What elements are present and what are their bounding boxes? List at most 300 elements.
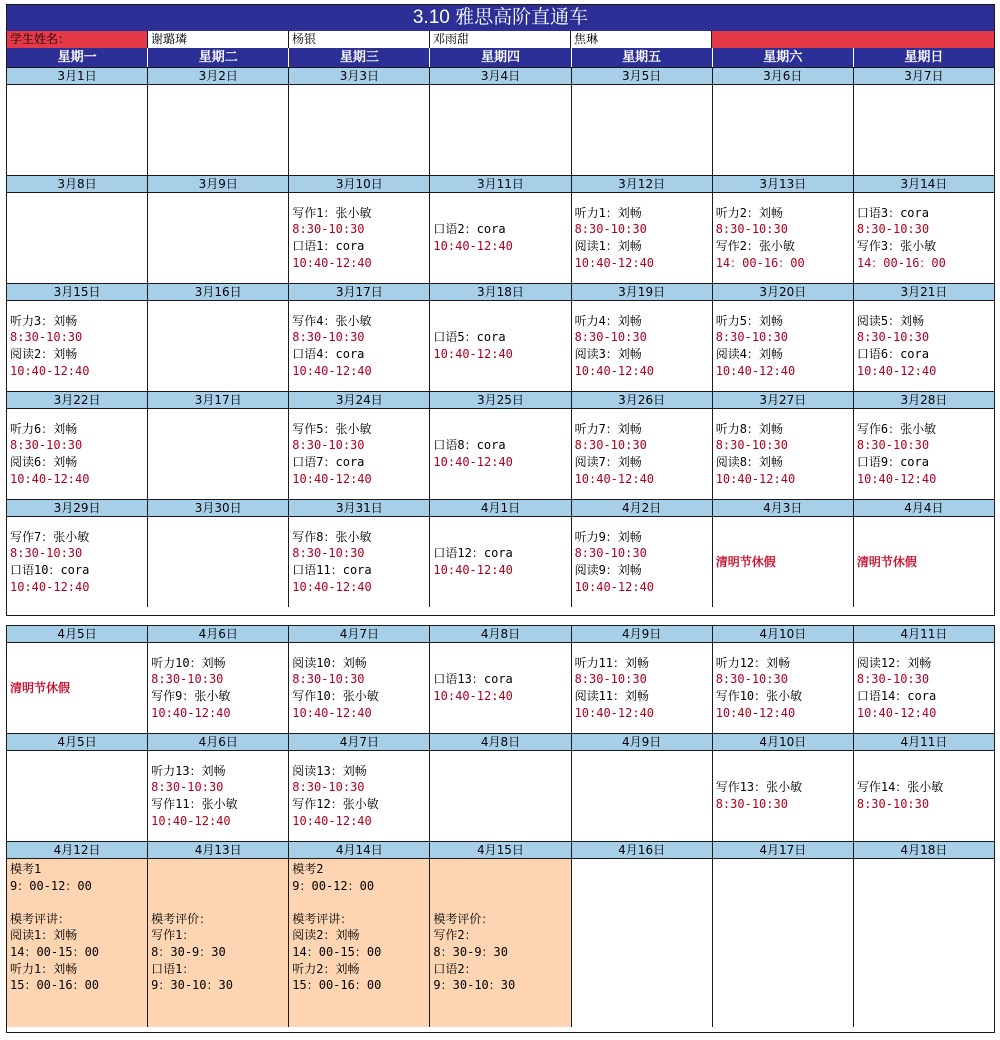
class-time: 8:30-10:30 — [856, 672, 930, 687]
student-name: 焦琳 — [571, 31, 712, 48]
class-time: 10:40-12:40 — [574, 471, 655, 486]
class-entry: 听力2：刘畅 — [715, 205, 783, 220]
schedule-table-march — [6, 4, 995, 616]
class-entry: 口语13：cora — [433, 672, 513, 687]
day-cell — [7, 85, 148, 175]
day-cell — [713, 859, 854, 1027]
day-cell — [713, 301, 854, 391]
date-label: 3月16日 — [148, 284, 289, 300]
day-cell — [289, 301, 430, 391]
day-cell — [854, 517, 994, 607]
class-time: 10:40-12:40 — [292, 363, 372, 378]
class-entry: 阅读2：刘畅 — [292, 928, 360, 943]
class-time: 8:30-10:30 — [10, 546, 83, 561]
student-names-row — [7, 31, 994, 48]
class-time: 8:30-10:30 — [151, 672, 224, 687]
date-header-row — [7, 500, 994, 517]
date-label: 4月10日 — [713, 626, 854, 642]
class-entry: 写作10：张小敏 — [715, 689, 803, 703]
day-cell — [430, 409, 571, 499]
day-cell — [7, 409, 148, 499]
class-entry: 口语12：cora — [433, 546, 513, 561]
class-time: 8:30-10:30 — [715, 672, 788, 687]
date-label: 3月6日 — [713, 68, 854, 84]
line-spacer — [151, 861, 288, 878]
class-entry: 模考评讲： — [10, 911, 71, 926]
line-spacer — [433, 894, 570, 911]
date-label: 3月24日 — [289, 392, 430, 408]
day-cell — [148, 751, 289, 841]
date-label: 4月11日 — [900, 627, 948, 641]
date-label: 3月19日 — [572, 284, 713, 300]
class-entry: 听力11：刘畅 — [574, 655, 650, 670]
class-entry: 15：00-16：00 — [292, 978, 382, 993]
class-time: 14：00-16：00 — [715, 255, 805, 270]
class-entry: 写作10：张小敏 — [292, 689, 379, 703]
day-cells-row — [7, 301, 994, 392]
weekday-label: 星期二 — [148, 48, 289, 67]
day-cells-row — [7, 859, 994, 1027]
weekday-label: 星期四 — [430, 48, 571, 67]
class-entry: 写作4：张小敏 — [292, 313, 372, 328]
class-time: 10:40-12:40 — [433, 239, 513, 253]
day-cell — [572, 517, 713, 607]
date-header-row — [7, 176, 994, 193]
class-time: 10:40-12:40 — [151, 813, 231, 828]
day-cells-row — [7, 409, 994, 500]
class-entry: 听力4：刘畅 — [574, 313, 642, 328]
date-label: 4月8日 — [430, 626, 571, 642]
class-time: 10:40-12:40 — [10, 579, 90, 594]
class-entry: 9：00-12：00 — [10, 878, 92, 893]
day-cell — [7, 643, 148, 733]
weekday-header — [7, 48, 994, 68]
class-entry: 9：30-10：30 — [151, 978, 233, 993]
date-label: 4月6日 — [148, 626, 289, 642]
day-cell — [572, 409, 713, 499]
date-label: 3月7日 — [904, 69, 944, 83]
day-cell — [854, 193, 994, 283]
class-entry: 阅读13：刘畅 — [292, 763, 367, 778]
class-entry: 写作11：张小敏 — [151, 797, 238, 811]
class-entry: 模考2 — [292, 862, 324, 876]
class-entry: 口语10：cora — [10, 563, 90, 577]
class-entry: 阅读7：刘畅 — [574, 455, 642, 469]
date-label: 3月10日 — [289, 176, 430, 192]
date-label: 4月5日 — [7, 734, 148, 750]
class-entry: 听力2：刘畅 — [292, 961, 360, 976]
class-entry: 写作7：张小敏 — [10, 529, 90, 544]
class-entry: 写作1： — [151, 928, 195, 943]
day-cell — [289, 643, 430, 733]
class-time: 8:30-10:30 — [574, 438, 647, 453]
class-time: 10:40-12:40 — [574, 363, 655, 378]
class-time: 8:30-10:30 — [10, 330, 83, 345]
day-cell — [854, 409, 994, 499]
class-entry: 听力8：刘畅 — [715, 421, 783, 436]
class-time: 8:30-10:30 — [574, 672, 647, 687]
day-cell — [7, 859, 148, 1027]
class-entry: 模考评讲： — [292, 911, 353, 926]
weeks-container — [7, 68, 994, 607]
class-entry: 写作5：张小敏 — [292, 421, 372, 436]
class-entry: 9：00-12：00 — [292, 878, 375, 893]
date-header-row — [7, 392, 994, 409]
week-row — [7, 392, 994, 500]
date-label: 4月11日 — [900, 735, 948, 749]
class-entry: 阅读9：刘畅 — [574, 563, 642, 577]
class-time: 10:40-12:40 — [10, 363, 90, 378]
class-entry: 阅读11：刘畅 — [574, 689, 650, 703]
date-label: 3月25日 — [430, 392, 571, 408]
day-cell — [148, 85, 289, 175]
class-entry: 阅读8：刘畅 — [715, 455, 783, 469]
class-entry: 模考评价： — [433, 911, 494, 926]
day-cell — [289, 409, 430, 499]
class-entry: 阅读12：刘畅 — [856, 655, 932, 670]
class-time: 8:30-10:30 — [715, 222, 788, 237]
day-cells-row — [7, 85, 994, 176]
class-time: 8:30-10:30 — [574, 546, 647, 561]
class-time: 8:30-10:30 — [715, 330, 788, 345]
class-time: 10:40-12:40 — [433, 689, 513, 703]
date-label: 3月17日 — [148, 392, 289, 408]
class-time: 8:30-10:30 — [856, 330, 930, 345]
weekday-label: 星期六 — [713, 48, 854, 67]
date-label: 4月15日 — [430, 842, 571, 858]
class-time: 10:40-12:40 — [715, 705, 796, 720]
class-entry: 写作2： — [433, 928, 477, 943]
class-entry: 听力6：刘畅 — [10, 421, 78, 436]
day-cell — [713, 751, 854, 841]
date-label: 3月8日 — [7, 176, 148, 192]
class-entry: 阅读2：刘畅 — [10, 347, 78, 361]
class-entry: 口语1： — [151, 961, 195, 976]
day-cell — [572, 643, 713, 733]
student-name: 杨银 — [289, 31, 430, 48]
class-time: 10:40-12:40 — [433, 563, 513, 577]
date-header-row — [7, 842, 994, 859]
class-entry: 阅读10：刘畅 — [292, 655, 367, 670]
class-time: 8:30-10:30 — [856, 797, 930, 811]
class-entry: 口语6：cora — [856, 347, 929, 361]
week-row — [7, 734, 994, 842]
day-cell — [7, 751, 148, 841]
student-name: 谢璐璘 — [148, 31, 289, 48]
day-cell — [430, 301, 571, 391]
class-entry: 阅读5：刘畅 — [856, 313, 925, 328]
date-label: 4月14日 — [289, 842, 430, 858]
weeks-container — [7, 626, 994, 1027]
day-cell — [430, 859, 571, 1027]
day-cell — [289, 859, 430, 1027]
date-label: 3月9日 — [148, 176, 289, 192]
class-time: 8:30-10:30 — [856, 438, 930, 453]
class-entry: 写作13：张小敏 — [715, 780, 803, 795]
class-time: 10:40-12:40 — [292, 813, 372, 828]
class-time: 10:40-12:40 — [292, 579, 372, 594]
day-cell — [430, 643, 571, 733]
day-cell — [289, 85, 430, 175]
class-time: 14：00-16：00 — [856, 255, 946, 270]
day-cell — [713, 643, 854, 733]
day-cell — [713, 517, 854, 607]
date-label: 4月4日 — [904, 501, 944, 515]
class-time: 8:30-10:30 — [574, 222, 647, 237]
weekday-label: 星期日 — [904, 50, 944, 65]
day-cell — [430, 517, 571, 607]
day-cell — [572, 751, 713, 841]
class-entry: 写作2：张小敏 — [715, 239, 795, 253]
date-label: 4月16日 — [572, 842, 713, 858]
class-entry: 口语7：cora — [292, 455, 365, 469]
day-cell — [7, 301, 148, 391]
week-row — [7, 626, 994, 734]
class-entry: 阅读4：刘畅 — [715, 347, 783, 361]
class-entry: 口语3：cora — [856, 205, 929, 220]
day-cell — [713, 409, 854, 499]
class-time: 10:40-12:40 — [574, 705, 655, 720]
class-entry: 14：00-15：00 — [292, 944, 382, 959]
date-label: 4月10日 — [713, 734, 854, 750]
day-cell — [289, 193, 430, 283]
line-spacer — [151, 878, 288, 895]
class-entry: 听力13：刘畅 — [151, 763, 226, 778]
class-entry: 写作8：张小敏 — [292, 529, 372, 544]
weekday-label: 星期五 — [572, 48, 713, 67]
schedule-table-april — [6, 625, 995, 1033]
date-label: 3月20日 — [713, 284, 854, 300]
holiday-label: 清明节休假 — [856, 554, 917, 569]
date-label: 3月22日 — [7, 392, 148, 408]
class-entry: 口语9：cora — [856, 455, 929, 469]
line-spacer — [433, 861, 570, 878]
class-time: 10:40-12:40 — [715, 363, 796, 378]
class-entry: 写作14：张小敏 — [856, 780, 944, 795]
day-cell — [148, 193, 289, 283]
student-row-filler — [712, 31, 994, 48]
date-label: 4月18日 — [900, 843, 948, 857]
student-name-label: 学生姓名： — [7, 31, 148, 48]
class-time: 10:40-12:40 — [574, 579, 655, 594]
date-label: 3月21日 — [900, 285, 948, 299]
class-time: 8:30-10:30 — [574, 330, 647, 345]
day-cell — [430, 85, 571, 175]
date-label: 3月28日 — [900, 393, 948, 407]
day-cell — [148, 409, 289, 499]
day-cells-row — [7, 517, 994, 607]
day-cell — [713, 193, 854, 283]
class-time: 8:30-10:30 — [292, 546, 365, 561]
class-entry: 口语8：cora — [433, 438, 506, 453]
day-cell — [289, 517, 430, 607]
class-entry: 9：30-10：30 — [433, 978, 516, 993]
class-entry: 口语4：cora — [292, 347, 365, 361]
class-time: 10:40-12:40 — [856, 363, 937, 378]
class-time: 10:40-12:40 — [715, 471, 796, 486]
day-cell — [430, 751, 571, 841]
day-cell — [854, 301, 994, 391]
class-entry: 写作12：张小敏 — [292, 797, 379, 811]
date-label: 3月5日 — [572, 68, 713, 84]
date-label: 3月12日 — [572, 176, 713, 192]
day-cell — [7, 193, 148, 283]
day-cell — [148, 643, 289, 733]
day-cells-row — [7, 751, 994, 842]
class-entry: 模考1 — [10, 862, 42, 876]
class-entry: 听力7：刘畅 — [574, 421, 642, 436]
class-entry: 写作9：张小敏 — [151, 689, 231, 703]
date-label: 3月2日 — [148, 68, 289, 84]
class-entry: 口语2：cora — [433, 222, 506, 237]
day-cell — [854, 643, 994, 733]
class-time: 10:40-12:40 — [433, 347, 513, 361]
class-time: 8:30-10:30 — [10, 438, 83, 453]
date-label: 3月30日 — [148, 500, 289, 516]
date-label: 3月3日 — [289, 68, 430, 84]
date-label: 4月7日 — [289, 626, 430, 642]
date-header-row — [7, 626, 994, 643]
date-label: 4月7日 — [289, 734, 430, 750]
class-entry: 写作6：张小敏 — [856, 421, 937, 436]
class-entry: 8：30-9：30 — [433, 944, 508, 959]
class-time: 10:40-12:40 — [292, 705, 372, 720]
class-time: 8:30-10:30 — [292, 438, 365, 453]
date-label: 4月17日 — [713, 842, 854, 858]
class-time: 8:30-10:30 — [856, 222, 930, 237]
date-label: 3月26日 — [572, 392, 713, 408]
line-spacer — [10, 894, 147, 911]
day-cell — [713, 85, 854, 175]
week-row — [7, 176, 994, 284]
day-cell — [289, 751, 430, 841]
day-cell — [572, 859, 713, 1027]
date-label: 3月1日 — [7, 68, 148, 84]
day-cell — [430, 193, 571, 283]
class-entry: 听力9：刘畅 — [574, 529, 642, 544]
class-time: 8:30-10:30 — [292, 330, 365, 345]
holiday-label: 清明节休假 — [10, 680, 71, 695]
date-label: 3月4日 — [430, 68, 571, 84]
day-cell — [854, 859, 994, 1027]
day-cell — [854, 85, 994, 175]
week-row — [7, 68, 994, 176]
class-entry: 听力1：刘畅 — [10, 961, 78, 976]
class-time: 8:30-10:30 — [292, 780, 365, 795]
date-label: 4月2日 — [572, 500, 713, 516]
day-cell — [572, 85, 713, 175]
class-time: 10:40-12:40 — [856, 471, 937, 486]
class-entry: 阅读6：刘畅 — [10, 455, 78, 469]
class-time: 8:30-10:30 — [715, 438, 788, 453]
class-time: 8:30-10:30 — [715, 797, 788, 811]
day-cell — [148, 859, 289, 1027]
date-label: 4月13日 — [148, 842, 289, 858]
week-row — [7, 284, 994, 392]
date-label: 4月9日 — [572, 626, 713, 642]
class-time: 8:30-10:30 — [151, 780, 224, 795]
date-label: 3月14日 — [900, 177, 948, 191]
class-entry: 写作1：张小敏 — [292, 205, 372, 220]
day-cell — [854, 751, 994, 841]
class-entry: 听力1：刘畅 — [574, 205, 642, 220]
class-time: 10:40-12:40 — [10, 471, 90, 486]
schedule-title: 3.10 雅思高阶直通车 — [7, 5, 994, 31]
class-entry: 口语5：cora — [433, 330, 506, 345]
week-row — [7, 842, 994, 1027]
line-spacer — [151, 894, 288, 911]
date-label: 4月6日 — [148, 734, 289, 750]
class-entry: 8：30-9：30 — [151, 944, 226, 959]
day-cell — [572, 193, 713, 283]
date-label: 3月18日 — [430, 284, 571, 300]
date-label: 4月8日 — [430, 734, 571, 750]
date-label: 3月11日 — [430, 176, 571, 192]
weekday-label: 星期一 — [7, 48, 148, 67]
week-row — [7, 500, 994, 607]
class-time: 10:40-12:40 — [151, 705, 231, 720]
class-entry: 阅读1：刘畅 — [574, 239, 642, 253]
day-cell — [148, 517, 289, 607]
class-entry: 口语1：cora — [292, 239, 365, 253]
date-label: 3月29日 — [7, 500, 148, 516]
date-label: 4月9日 — [572, 734, 713, 750]
class-entry: 听力12：刘畅 — [715, 655, 791, 670]
line-spacer — [292, 894, 429, 911]
class-entry: 阅读3：刘畅 — [574, 347, 642, 361]
class-entry: 口语14：cora — [856, 689, 937, 703]
class-time: 10:40-12:40 — [856, 705, 937, 720]
weekday-label: 星期三 — [289, 48, 430, 67]
day-cells-row — [7, 193, 994, 284]
day-cell — [572, 301, 713, 391]
class-entry: 口语2： — [433, 961, 477, 976]
class-entry: 口语11：cora — [292, 563, 372, 577]
class-time: 10:40-12:40 — [292, 471, 372, 486]
date-label: 4月5日 — [7, 626, 148, 642]
class-entry: 听力5：刘畅 — [715, 313, 783, 328]
line-spacer — [433, 878, 570, 895]
date-header-row — [7, 734, 994, 751]
day-cell — [7, 517, 148, 607]
class-time: 10:40-12:40 — [433, 455, 513, 469]
class-entry: 阅读1：刘畅 — [10, 928, 78, 943]
date-label: 4月3日 — [713, 500, 854, 516]
holiday-label: 清明节休假 — [715, 554, 776, 569]
day-cell — [148, 301, 289, 391]
date-label: 4月1日 — [430, 500, 571, 516]
date-label: 3月31日 — [289, 500, 430, 516]
date-label: 3月15日 — [7, 284, 148, 300]
class-entry: 听力3：刘畅 — [10, 313, 78, 328]
class-entry: 写作3：张小敏 — [856, 239, 937, 253]
class-entry: 听力10：刘畅 — [151, 655, 226, 670]
date-label: 3月13日 — [713, 176, 854, 192]
date-label: 3月27日 — [713, 392, 854, 408]
class-time: 10:40-12:40 — [574, 255, 655, 270]
class-time: 10:40-12:40 — [292, 255, 372, 270]
class-time: 8:30-10:30 — [292, 672, 365, 687]
date-header-row — [7, 68, 994, 85]
date-label: 3月17日 — [289, 284, 430, 300]
day-cells-row — [7, 643, 994, 734]
class-time: 8:30-10:30 — [292, 222, 365, 237]
date-label: 4月12日 — [7, 842, 148, 858]
class-entry: 15：00-16：00 — [10, 978, 100, 993]
class-entry: 14：00-15：00 — [10, 944, 100, 959]
date-header-row — [7, 284, 994, 301]
class-entry: 模考评价： — [151, 911, 212, 926]
